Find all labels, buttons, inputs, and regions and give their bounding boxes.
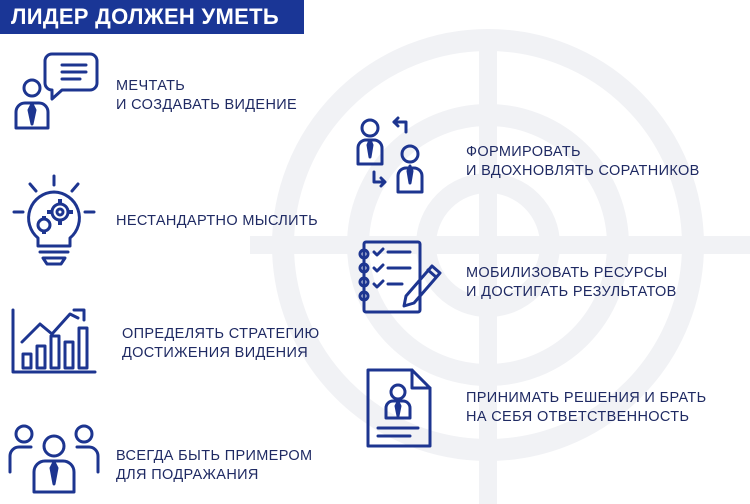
- skill-label: НЕСТАНДАРТНО МЫСЛИТЬ: [116, 213, 319, 229]
- people-exchange-icon: [354, 116, 434, 198]
- skill-label: ОПРЕДЕЛЯТЬ СТРАТЕГИЮ ДОСТИЖЕНИЯ ВИДЕНИЯ: [122, 326, 320, 361]
- page-title: ЛИДЕР ДОЛЖЕН УМЕТЬ: [11, 4, 279, 29]
- skill-label: МЕЧТАТЬ И СОЗДАВАТЬ ВИДЕНИЕ: [116, 78, 298, 113]
- skill-label: ВСЕГДА БЫТЬ ПРИМЕРОМ ДЛЯ ПОДРАЖАНИЯ: [116, 448, 313, 483]
- skill-label: МОБИЛИЗОВАТЬ РЕСУРСЫ И ДОСТИГАТЬ РЕЗУЛЬТАТОВ: [466, 265, 677, 300]
- resume-document-icon: [364, 366, 436, 450]
- title-bar: [0, 0, 304, 34]
- speech-bubble-person-icon: [10, 50, 100, 132]
- checklist-pencil-icon: [354, 238, 448, 318]
- skill-label: ПРИНИМАТЬ РЕШЕНИЯ И БРАТЬ НА СЕБЯ ОТВЕТСТВЕННОСТЬ: [466, 390, 707, 425]
- lightbulb-gears-icon: [8, 172, 100, 270]
- skill-label: ФОРМИРОВАТЬ И ВДОХНОВЛЯТЬ СОРАТНИКОВ: [466, 144, 700, 179]
- growth-chart-icon: [8, 306, 100, 376]
- team-people-icon: [6, 420, 102, 496]
